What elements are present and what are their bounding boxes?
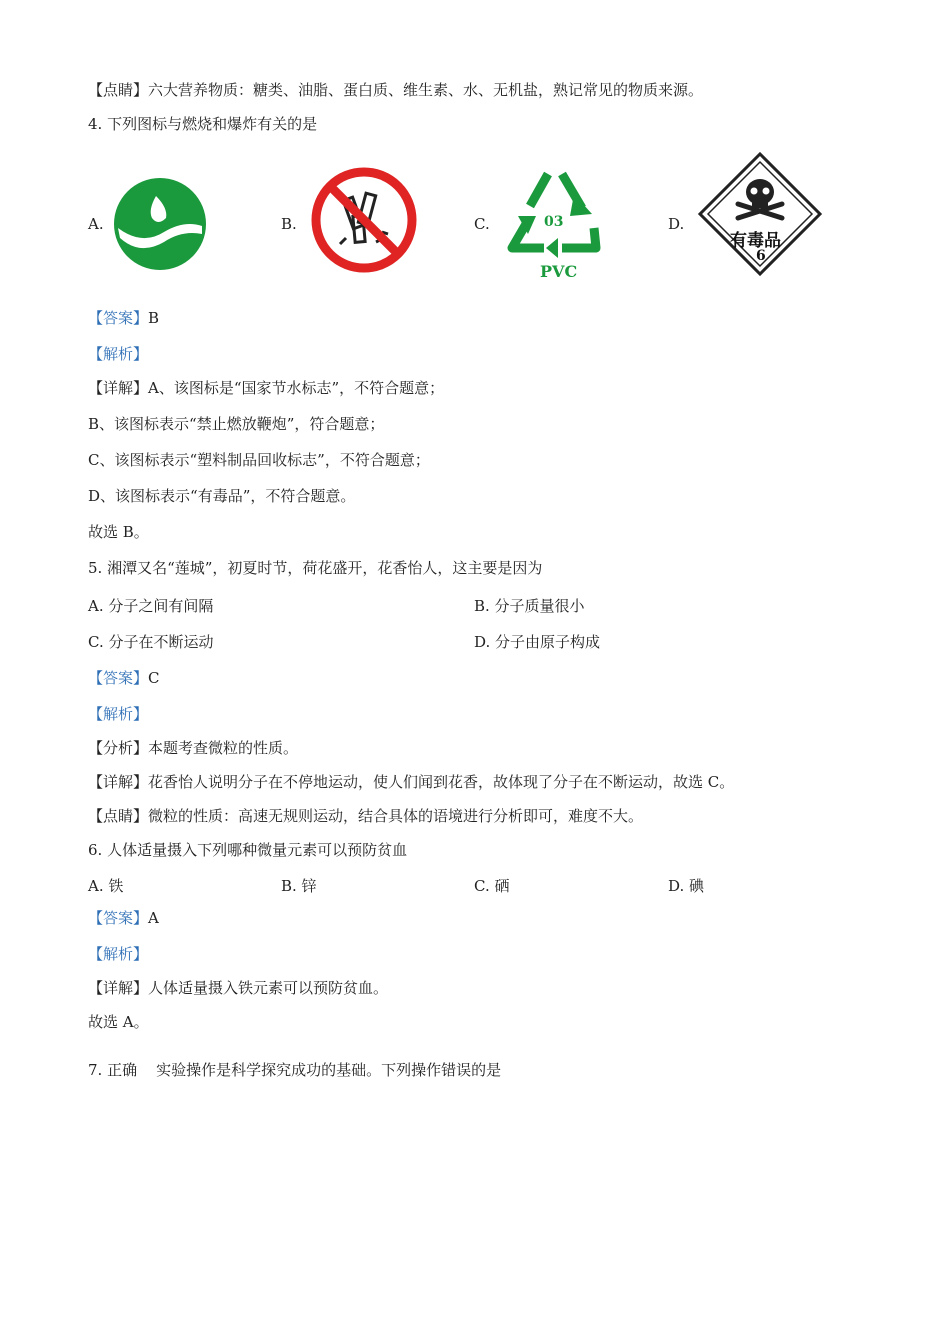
- answer-tag: 【答案】: [88, 309, 149, 327]
- q4-detail-3: C、该图标表示“塑料制品回收标志”，不符合题意；: [88, 451, 430, 469]
- q3-tip: 【点睛】六大营养物质：糖类、油脂、蛋白质、维生素、水、无机盐，熟记常见的物质来源。: [88, 81, 704, 99]
- q6-stem: 6. 人体适量摄入下列哪种微量元素可以预防贫血: [88, 841, 408, 859]
- answer-value: C: [148, 669, 160, 687]
- q4-option-c-label: C.: [474, 215, 490, 233]
- answer-tag: 【答案】: [88, 669, 149, 687]
- answer-tag: 【答案】: [88, 909, 149, 927]
- q5-answer: [88, 668, 160, 688]
- q6-line-1: 【详解】人体适量摄入铁元素可以预防贫血。: [88, 979, 389, 997]
- q5-option-a: A. 分子之间有间隔: [88, 597, 214, 615]
- plastic-recycle-icon: [500, 164, 610, 260]
- q6-option-a: A. 铁: [88, 877, 124, 895]
- q5-option-d: D. 分子由原子构成: [474, 633, 601, 651]
- toxic-class-number: 6: [756, 248, 766, 264]
- q5-option-c: C. 分子在不断运动: [88, 633, 214, 651]
- q4-detail-2: B、该图标表示“禁止燃放鞭炮”，符合题意；: [88, 415, 385, 433]
- q6-answer: [88, 908, 159, 928]
- q4-detail-5: 故选 B。: [88, 523, 149, 541]
- q4-answer: [88, 308, 159, 328]
- q4-stem: 4. 下列图标与燃烧和爆炸有关的是: [88, 115, 318, 133]
- q4-option-b-label: B.: [281, 215, 297, 233]
- q4-analysis-tag: 【解析】: [88, 345, 149, 363]
- q4-detail-4: D、该图标表示“有毒品”，不符合题意。: [88, 487, 356, 505]
- q4-option-a-label: A.: [88, 215, 104, 233]
- q6-analysis-tag: 【解析】: [88, 945, 149, 963]
- q6-option-b: B. 锌: [281, 877, 317, 895]
- q7-stem: 7. 正确 实验操作是科学探究成功的基础。下列操作错误的是: [88, 1061, 502, 1079]
- toxic-text: 有毒品: [730, 231, 781, 251]
- answer-value: A: [148, 909, 159, 927]
- water-saving-icon: [112, 176, 208, 272]
- q6-option-c: C. 硒: [474, 877, 510, 895]
- q5-line-3: 【点睛】微粒的性质：高速无规则运动，结合具体的语境进行分析即可，难度不大。: [88, 807, 644, 825]
- q5-line-1: 【分析】本题考查微粒的性质。: [88, 739, 299, 757]
- recycle-text-pvc: PVC: [540, 262, 578, 281]
- q6-option-d: D. 碘: [668, 877, 705, 895]
- q5-option-b: B. 分子质量很小: [474, 597, 585, 615]
- q5-stem: 5. 湘潭又名“莲城”，初夏时节，荷花盛开，花香怡人，这主要是因为: [88, 559, 543, 577]
- q5-analysis-tag: 【解析】: [88, 705, 149, 723]
- no-firecrackers-icon: [310, 166, 418, 274]
- q5-line-2: 【详解】花香怡人说明分子在不停地运动，使人们闻到花香，故体现了分子在不断运动，故选 C。: [88, 773, 735, 791]
- q4-option-d-label: D.: [668, 215, 685, 233]
- recycle-code-03: 03: [544, 214, 564, 230]
- q6-line-2: 故选 A。: [88, 1013, 149, 1031]
- answer-value: B: [148, 309, 160, 327]
- q4-detail-1: 【详解】A、该图标是“国家节水标志”，不符合题意；: [88, 379, 445, 397]
